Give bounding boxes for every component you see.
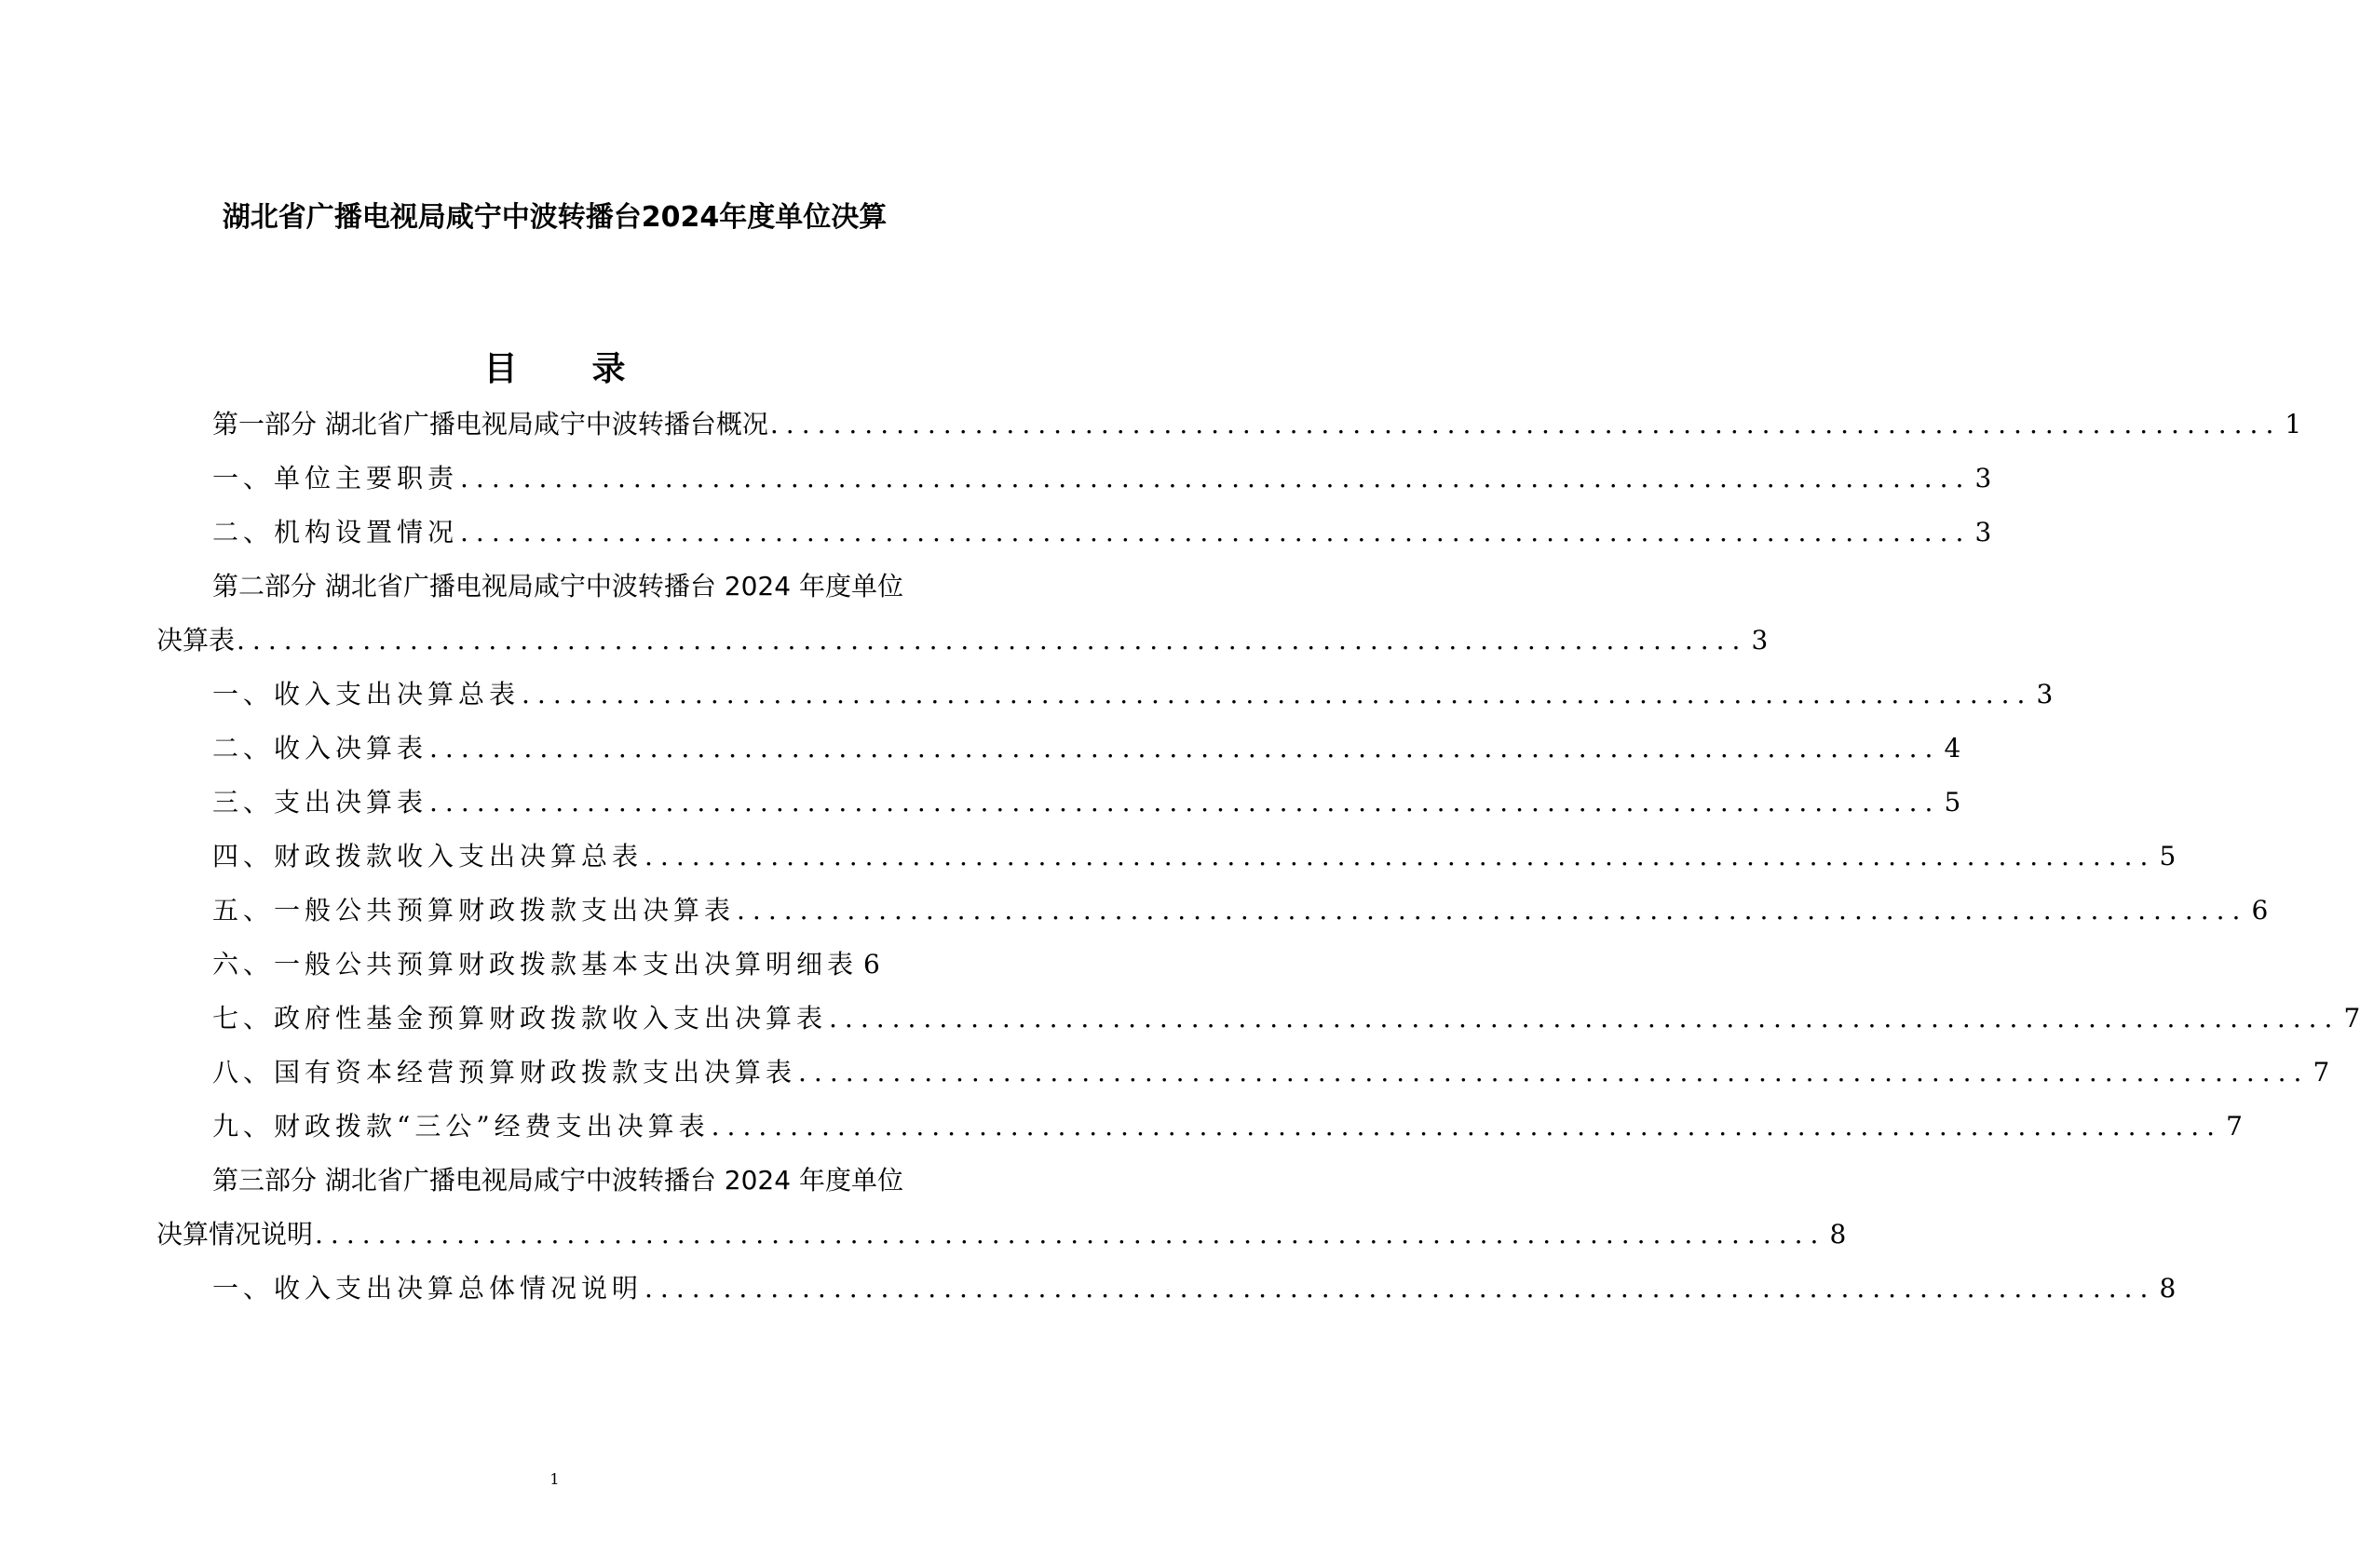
toc-entry-p2-s2[interactable] [212, 728, 1961, 769]
toc-page-number: 6 [2251, 895, 2269, 926]
toc-page-number: 7 [2343, 1003, 2360, 1034]
toc-page-number: 5 [1944, 787, 1961, 818]
toc-entry-p2-s5[interactable] [212, 890, 2269, 931]
toc-page-number: 8 [1829, 1219, 1847, 1250]
toc-entry-part2-line1[interactable] [212, 566, 957, 607]
toc-page-number: 5 [2159, 841, 2177, 872]
toc-leader-dots: ................................................................................................ [798, 1057, 2310, 1088]
toc-entry-label: 八、国有资本经营预算财政拨款支出决算表 [212, 1057, 797, 1088]
toc-entry-part3-line2[interactable] [156, 1214, 1847, 1255]
toc-leader-dots: ................................................................................................ [769, 409, 2282, 439]
toc-leader-dots: ................................................................................................ [644, 1273, 2156, 1304]
toc-entry-label: 决算表 [156, 625, 236, 656]
toc-entry-part1[interactable] [212, 404, 2302, 445]
toc-entry-label: 一、单位主要职责 [212, 463, 459, 493]
toc-entry-p2-s7[interactable] [212, 998, 2360, 1039]
toc-entry-label: 七、政府性基金预算财政拨款收入支出决算表 [212, 1003, 828, 1034]
toc-leader-dots: ................................................................................................ [460, 517, 1972, 547]
toc-entry-p1-s1[interactable] [212, 458, 1992, 499]
toc-leader-dots: ................................................................................................ [644, 841, 2156, 872]
toc-page-number: 8 [2159, 1273, 2177, 1304]
footer-page-number: 1 [549, 1470, 560, 1488]
toc-entry-p2-s8[interactable] [212, 1052, 2330, 1093]
toc-entry-p3-s1[interactable] [212, 1268, 2177, 1309]
toc-entry-label: 决算情况说明 [156, 1219, 314, 1250]
toc-leader-dots: ................................................................................................ [237, 625, 1748, 656]
toc-leader-dots: ................................................................................................ [429, 787, 1941, 818]
toc-leader-dots: ................................................................................................ [711, 1111, 2223, 1142]
toc-entry-label: 一、收入支出决算总体情况说明 [212, 1273, 644, 1304]
toc-entry-label: 九、财政拨款“三公”经费支出决算表 [212, 1111, 710, 1142]
toc-page-number: 7 [2313, 1057, 2330, 1088]
toc-entry-p2-s6[interactable] [212, 944, 880, 985]
toc-entry-label: 二、机构设置情况 [212, 517, 459, 547]
toc-page-number: 3 [1974, 463, 1992, 493]
toc-entry-label: 五、一般公共预算财政拨款支出决算表 [212, 895, 736, 926]
toc-entry-label: 二、收入决算表 [212, 733, 428, 764]
toc-entry-label: 第一部分 湖北省广播电视局咸宁中波转播台概况 [212, 409, 768, 439]
toc-page-number: 3 [2036, 679, 2054, 710]
toc-entry-label: 三、支出决算表 [212, 787, 428, 818]
document-title: 湖北省广播电视局咸宁中波转播台2024年度单位决算 [222, 201, 888, 234]
toc-page-number: 7 [2226, 1111, 2243, 1142]
toc-entry-p1-s2[interactable] [212, 512, 1992, 553]
toc-entry-label: 四、财政拨款收入支出决算总表 [212, 841, 644, 872]
toc-page-number: 3 [1751, 625, 1769, 656]
toc-page-number: 6 [863, 949, 880, 980]
toc-leader-dots: ................................................................................................ [315, 1219, 1826, 1250]
toc-leader-dots: ................................................................................................ [460, 463, 1972, 493]
toc-leader-dots: ................................................................................................ [429, 733, 1941, 764]
toc-entry-p2-s4[interactable] [212, 836, 2177, 877]
toc-page-number: 4 [1944, 733, 1961, 764]
toc-entry-p2-s1[interactable] [212, 674, 2054, 715]
toc-entry-label: 六、一般公共预算财政拨款基本支出决算明细表 [212, 949, 859, 980]
toc-entry-p2-s9[interactable] [212, 1106, 2243, 1147]
toc-entry-label: 一、收入支出决算总表 [212, 679, 521, 710]
toc-leader-dots: ................................................................................................ [522, 679, 2033, 710]
toc-heading: 目录 [483, 350, 700, 388]
toc-entry-label: 第三部分 湖北省广播电视局咸宁中波转播台 2024 年度单位 [212, 1165, 903, 1196]
toc-entry-part3-line1[interactable] [212, 1160, 957, 1201]
toc-page-number: 1 [2285, 409, 2302, 439]
toc-entry-p2-s3[interactable] [212, 782, 1961, 823]
toc-leader-dots: ................................................................................................ [829, 1003, 2340, 1034]
toc-entry-part2-line2[interactable] [156, 620, 1769, 661]
toc-entry-label: 第二部分 湖北省广播电视局咸宁中波转播台 2024 年度单位 [212, 571, 903, 602]
toc-leader-dots: ................................................................................................ [737, 895, 2248, 926]
toc-page-number: 3 [1974, 517, 1992, 547]
